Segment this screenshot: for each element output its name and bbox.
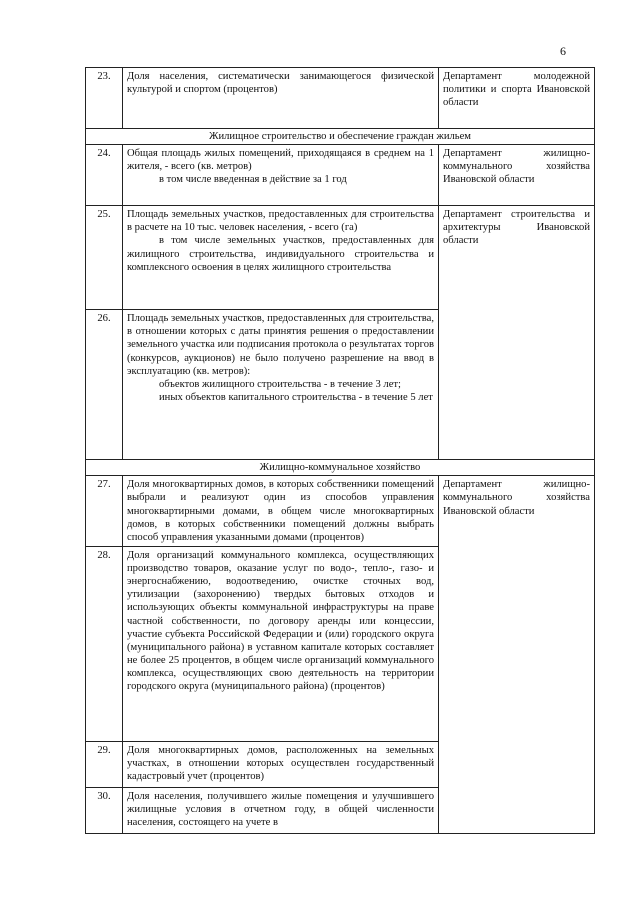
indicator-subtext: в том числе введенная в действие за 1 год: [159, 174, 347, 186]
department-cell-empty: [439, 741, 595, 787]
section-row: [86, 129, 595, 145]
indicator-cell: [123, 206, 439, 310]
indicator-subtext: в том числе земельных участков, предоставленных для жилищного строительства, индивидуального строительства и комплексного освоения в целях жилищного строительства: [127, 235, 434, 273]
indicator-text: Площадь земельных участков, предоставленных для строительства в расчете на 10 тыс. человек населения, - всего (га): [127, 209, 434, 234]
indicators-table: [85, 67, 595, 834]
row-number: 23.: [86, 68, 123, 129]
row-number: 24.: [86, 145, 123, 206]
department-cell-empty: [439, 546, 595, 741]
row-number: 30.: [86, 787, 123, 833]
row-number: 28.: [86, 546, 123, 741]
row-number: 29.: [86, 741, 123, 787]
indicator-text: Площадь земельных участков, предоставленных для строительства, в отношении которых с даты принятия решения о предоставлении земельного участка или подписания протокола о результатах торгов (конкурсов, аукционов) не было получено разрешение на ввод в эксплуатацию (кв. метров):: [127, 313, 434, 377]
indicator-subtext: иных объектов капитального строительства - в течение 5 лет: [159, 391, 433, 403]
row-number: 26.: [86, 310, 123, 460]
table-row: [86, 145, 595, 206]
table-row: [86, 741, 595, 787]
indicator-text: Доля многоквартирных домов, расположенных на земельных участках, в отношении которых осуществлен государственный кадастровый учет (процентов): [123, 741, 439, 787]
row-number: 27.: [86, 476, 123, 547]
table-row: [86, 68, 595, 129]
indicator-text: Общая площадь жилых помещений, приходящаяся в среднем на 1 жителя, - всего (кв. метров): [127, 148, 434, 173]
section-heading: Жилищно-коммунальное хозяйство: [86, 460, 595, 476]
department-cell: Департамент молодежной политики и спорта Ивановской области: [439, 68, 595, 129]
section-heading: Жилищное строительство и обеспечение граждан жильем: [86, 129, 595, 145]
indicator-text: Доля населения, получившего жилые помещения и улучшившего жилищные условия в отчетном году, в общей численности населения, состоящего на учете в: [123, 787, 439, 833]
table-row: [86, 310, 595, 460]
department-cell: Департамент жилищно-коммунального хозяйства Ивановской области: [439, 476, 595, 547]
table-row: [86, 206, 595, 310]
table-row: [86, 546, 595, 741]
indicator-cell: [123, 145, 439, 206]
indicator-text: Доля организаций коммунального комплекса, осуществляющих производство товаров, оказание услуг по водо-, тепло-, газо- и энергоснабжению, водоотведению, очистке сточных вод, утилизации (захоронению) твердых бытовых отходов и использующих объекты коммунальной инфраструктуры на праве частной собственности, по договору аренды или концессии, участие субъекта Российской Федерации и (или) городского округа (муниципального района) в уставном капитале которых составляет не более 25 процентов, в общем числе организаций коммунального комплекса, осуществляющих свою деятельность на территории городского округа (муниципального района) (процентов): [123, 546, 439, 741]
section-row: [86, 460, 595, 476]
department-cell-empty: [439, 787, 595, 833]
row-number: 25.: [86, 206, 123, 310]
department-cell: Департамент строительства и архитектуры Ивановской области: [439, 206, 595, 310]
indicator-subtext: объектов жилищного строительства - в течение 3 лет;: [159, 378, 401, 390]
table-row: [86, 787, 595, 833]
indicator-text: Доля населения, систематически занимающегося физической культурой и спортом (процентов): [123, 68, 439, 129]
indicator-cell: [123, 310, 439, 460]
department-cell-empty: [439, 310, 595, 460]
department-cell: Департамент жилищно-коммунального хозяйства Ивановской области: [439, 145, 595, 206]
table-row: [86, 476, 595, 547]
page-number: 6: [560, 44, 566, 58]
indicator-text: Доля многоквартирных домов, в которых собственники помещений выбрали и реализуют один из способов управления многоквартирными домами, в общем числе многоквартирных домов, в которых собственники помещений должны выбрать способ управления указанными домами (процентов): [123, 476, 439, 547]
